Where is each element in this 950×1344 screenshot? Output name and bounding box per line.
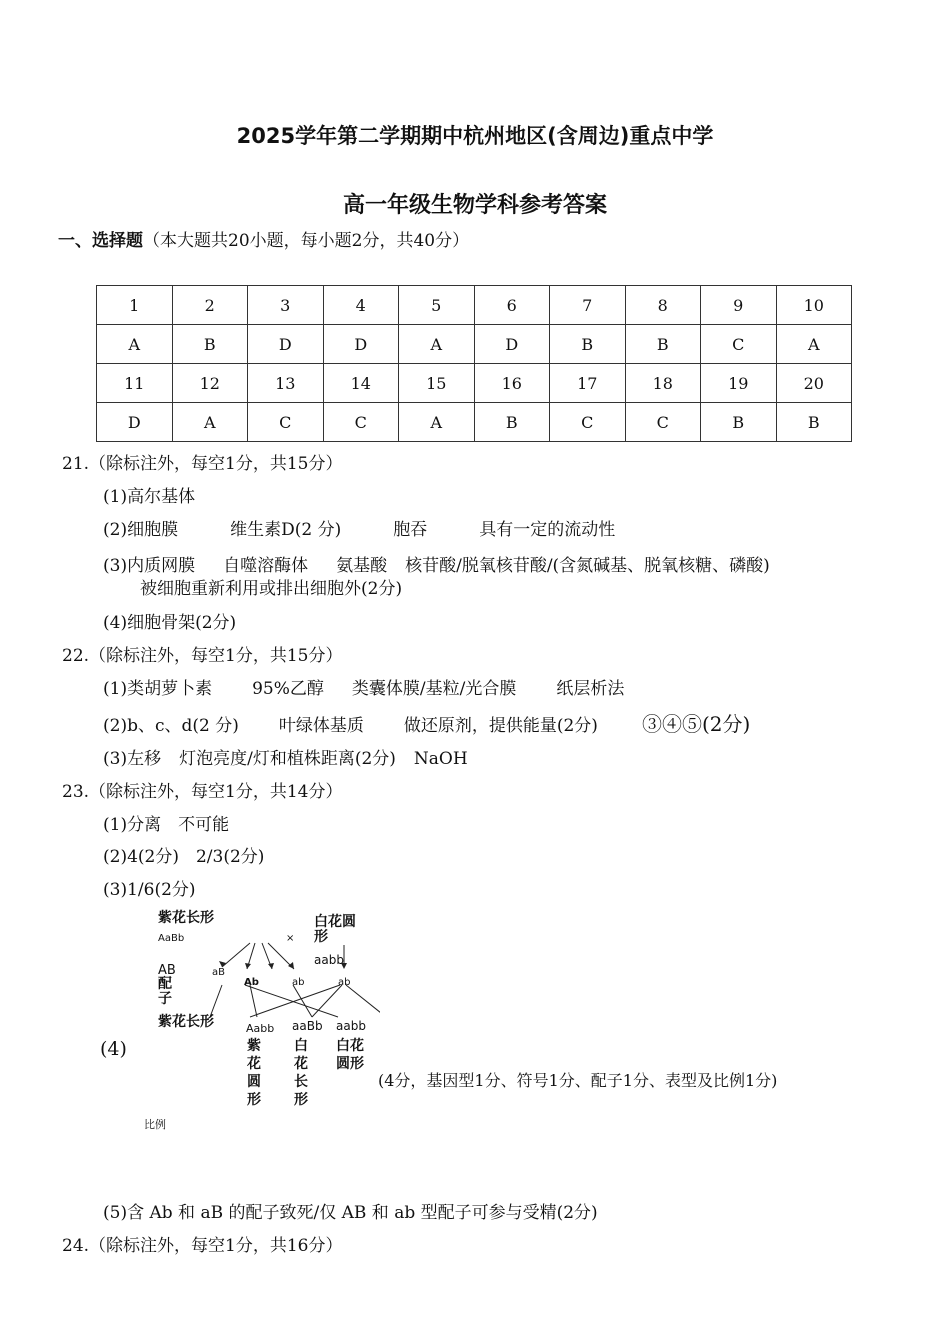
table-cell: 20 xyxy=(776,364,852,403)
gamete-aB: aB xyxy=(212,967,225,978)
table-cell: B xyxy=(776,403,852,442)
q22-a1-part4: 纸层析法 xyxy=(556,679,625,699)
q21-answer-4: (4)细胞骨架(2分) xyxy=(103,613,237,633)
section-1-title: 一、选择题 xyxy=(58,231,143,251)
answer-table xyxy=(96,285,852,442)
q22-heading: 22.（除标注外，每空1分，共15分） xyxy=(62,646,343,666)
table-cell: 17 xyxy=(550,364,626,403)
q22-a2-part2: 叶绿体基质 xyxy=(278,716,364,736)
table-cell: 7 xyxy=(550,286,626,325)
genetic-cross-diagram xyxy=(144,905,380,1135)
q23-answer-4-note: (4分，基因型1分、符号1分、配子1分、表型及比例1分) xyxy=(378,1071,778,1090)
gamete-Ab: Ab xyxy=(244,977,259,988)
q21-heading: 21.（除标注外，每空1分，共15分） xyxy=(62,454,343,474)
q21-answer-3-cont: 被细胞重新利用或排出细胞外(2分) xyxy=(140,579,403,599)
q23-answer-3: (3)1/6(2分) xyxy=(103,880,196,900)
answer-row-numbers-1 xyxy=(97,286,852,325)
q22-a3-part1: (3)左移 xyxy=(103,749,162,769)
ratio-label: 比例 xyxy=(144,1118,166,1131)
table-cell: A xyxy=(399,403,475,442)
table-cell: 12 xyxy=(172,364,248,403)
q22-a3-part2: 灯泡亮度/灯和植株距离(2分) xyxy=(179,749,396,769)
table-cell: 6 xyxy=(474,286,550,325)
table-cell: A xyxy=(776,325,852,364)
q21-a3-part4: 核苷酸/脱氧核苷酸/(含氮碱基、脱氧核糖、磷酸) xyxy=(405,556,770,576)
q21-a2-part4: 具有一定的流动性 xyxy=(479,520,616,540)
table-cell: D xyxy=(248,325,324,364)
cross-symbol: × xyxy=(286,933,295,944)
answer-row-answers-2 xyxy=(97,403,852,442)
table-cell: C xyxy=(625,403,701,442)
table-cell: 15 xyxy=(399,364,475,403)
gamete-ab-2: ab xyxy=(338,977,351,988)
q21-a2-part1: (2)细胞膜 xyxy=(103,520,179,540)
q21-a2-part3: 胞吞 xyxy=(393,520,428,540)
table-cell: C xyxy=(550,403,626,442)
title-line-2: 高一年级生物学科参考答案 xyxy=(342,193,607,218)
table-cell: 18 xyxy=(625,364,701,403)
table-cell: 5 xyxy=(399,286,475,325)
title-line-1: 2025学年第二学期期中杭州地区(含周边)重点中学 xyxy=(236,124,714,148)
section-1-heading xyxy=(58,230,469,252)
q21-answer-2 xyxy=(103,519,615,541)
q21-answer-1: (1)高尔基体 xyxy=(103,487,196,507)
q21-a3-part1: (3)内质网膜 xyxy=(103,556,196,576)
table-cell: 13 xyxy=(248,364,324,403)
table-cell: 1 xyxy=(97,286,173,325)
q21-a3-part3: 氨基酸 xyxy=(336,556,388,576)
table-cell: A xyxy=(172,403,248,442)
table-cell: D xyxy=(97,403,173,442)
table-cell: 9 xyxy=(701,286,777,325)
offspring-3-genotype: aabb xyxy=(336,1019,366,1033)
q22-a1-part2: 95%乙醇 xyxy=(252,679,324,699)
gametes-label: 配子 xyxy=(158,976,172,1007)
q21-answer-3 xyxy=(103,555,770,577)
parent-1-phenotype: 紫花长形 xyxy=(158,910,214,926)
table-cell: A xyxy=(97,325,173,364)
q22-a2-part1: (2)b、c、d(2 分) xyxy=(103,716,239,736)
table-cell: B xyxy=(172,325,248,364)
table-cell: 4 xyxy=(323,286,399,325)
answer-row-answers-1 xyxy=(97,325,852,364)
table-cell: 11 xyxy=(97,364,173,403)
q22-a3-part3: NaOH xyxy=(413,749,468,769)
q21-a2-part2: 维生素D(2 分) xyxy=(230,520,342,540)
q21-a3-part2: 自噬溶酶体 xyxy=(223,556,309,576)
q23-answer-1: (1)分离 不可能 xyxy=(103,815,230,835)
parent-2-genotype: aabb xyxy=(314,953,344,967)
table-cell: 3 xyxy=(248,286,324,325)
table-cell: B xyxy=(550,325,626,364)
parent-1-genotype: AaBb xyxy=(158,933,185,944)
q23-answer-2: (2)4(2分) 2/3(2分) xyxy=(103,847,265,867)
offspring-2-genotype: aaBb xyxy=(292,1019,323,1033)
offspring-1-genotype: Aabb xyxy=(246,1022,275,1035)
table-cell: 16 xyxy=(474,364,550,403)
table-cell: D xyxy=(323,325,399,364)
q22-a2-part3: 做还原剂，提供能量(2分) xyxy=(403,716,598,736)
offspring-2-phenotype: 白花长形 xyxy=(294,1038,308,1108)
gamete-ab-1: ab xyxy=(292,977,305,988)
table-cell: 10 xyxy=(776,286,852,325)
table-cell: B xyxy=(701,403,777,442)
table-cell: 19 xyxy=(701,364,777,403)
table-cell: 8 xyxy=(625,286,701,325)
table-cell: 14 xyxy=(323,364,399,403)
q22-answer-1 xyxy=(103,678,624,700)
q24-heading: 24.（除标注外，每空1分，共16分） xyxy=(62,1236,343,1256)
q22-a1-part1: (1)类胡萝卜素 xyxy=(103,679,213,699)
q22-a2-part4: ③④⑤(2分) xyxy=(641,712,751,736)
table-cell: 2 xyxy=(172,286,248,325)
table-cell: A xyxy=(399,325,475,364)
q22-a1-part3: 类囊体膜/基粒/光合膜 xyxy=(351,679,517,699)
parent-2-phenotype: 白花圆形 xyxy=(314,914,356,945)
q22-answer-2 xyxy=(103,713,750,737)
section-1-note: （本大题共20小题，每小题2分，共40分） xyxy=(143,231,470,251)
answer-row-numbers-2 xyxy=(97,364,852,403)
q23-heading: 23.（除标注外，每空1分，共14分） xyxy=(62,782,343,802)
offspring-0-phenotype: 紫花长形 xyxy=(158,1014,214,1030)
offspring-3-phenotype: 白花圆形 xyxy=(336,1038,364,1072)
gamete-AB: AB xyxy=(158,963,176,978)
table-cell: D xyxy=(474,325,550,364)
q22-answer-3 xyxy=(103,748,468,770)
table-cell: B xyxy=(625,325,701,364)
q23-answer-5: (5)含 Ab 和 aB 的配子致死/仅 AB 和 ab 型配子可参与受精(2分) xyxy=(103,1203,598,1223)
offspring-1-phenotype: 紫花圆形 xyxy=(247,1038,261,1108)
table-cell: C xyxy=(323,403,399,442)
table-cell: B xyxy=(474,403,550,442)
q23-answer-4-label: (4) xyxy=(100,1038,127,1060)
table-cell: C xyxy=(248,403,324,442)
table-cell: C xyxy=(701,325,777,364)
